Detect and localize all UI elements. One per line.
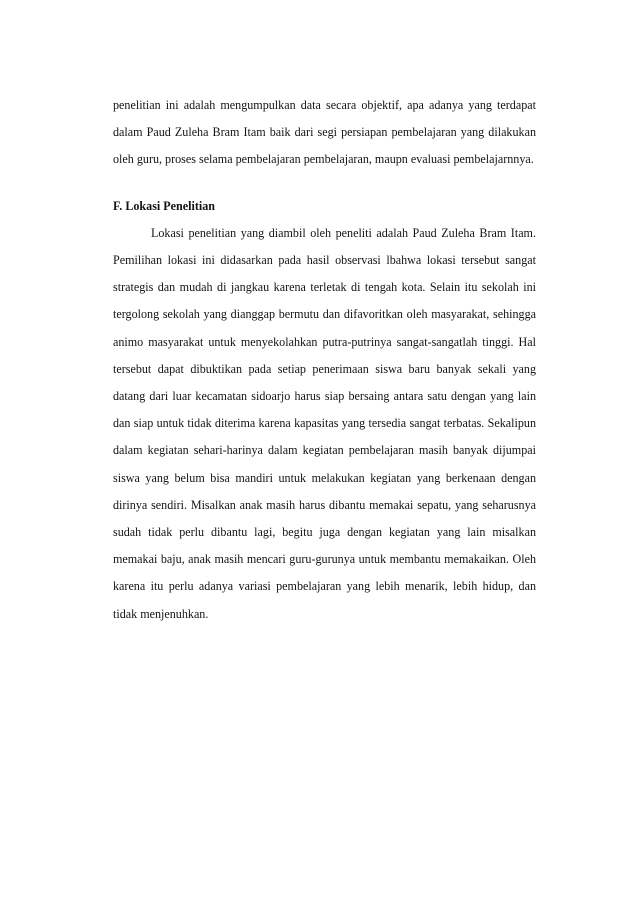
section-paragraph: Lokasi penelitian yang diambil oleh peneliti adalah Paud Zuleha Bram Itam. Pemilihan lokasi ini didasarkan pada hasil observasi lbahwa lokasi tersebut sangat strategis dan mudah di jangkau karena terletak di tengah kota. Selain itu sekolah ini tergolong sekolah yang dianggap bermutu dan difavoritkan oleh masyarakat, sehingga animo masyarakat untuk menyekolahkan putra-putrinya sangat-sangatlah tinggi. Hal tersebut dapat dibuktikan pada setiap penerimaan siswa baru banyak sekali yang datang dari luar kecamatan sidoarjo harus siap bersaing antara satu dengan yang lain dan siap untuk tidak diterima karena kapasitas yang tersedia sangat terbatas. Sekalipun dalam kegiatan sehari-harinya dalam kegiatan pembelajaran masih banyak dijumpai siswa yang belum bisa mandiri untuk melakukan kegiatan yang berkenaan dengan dirinya sendiri. Misalkan anak masih harus dibantu memakai sepatu, yang seharusnya sudah tidak perlu dibantu lagi, begitu juga dengan kegiatan yang lain misalkan memakai baju, anak masih mencari guru-gurunya untuk membantu memakaikan. Oleh karena itu perlu adanya variasi pembelajaran yang lebih menarik, lebih hidup, dan tidak menjenuhkan. (113, 225, 536, 621)
continued-paragraph: penelitian ini adalah mengumpulkan data secara objektif, apa adanya yang terdapat dalam Paud Zuleha Bram Itam baik dari segi persiapan pembelajaran yang dilakukan oleh guru, proses selama pembelajaran pembelajaran, maupn evaluasi pembelajarnnya. (113, 98, 536, 167)
section-heading: F. Lokasi Penelitian (113, 198, 216, 213)
document-body (113, 92, 536, 628)
